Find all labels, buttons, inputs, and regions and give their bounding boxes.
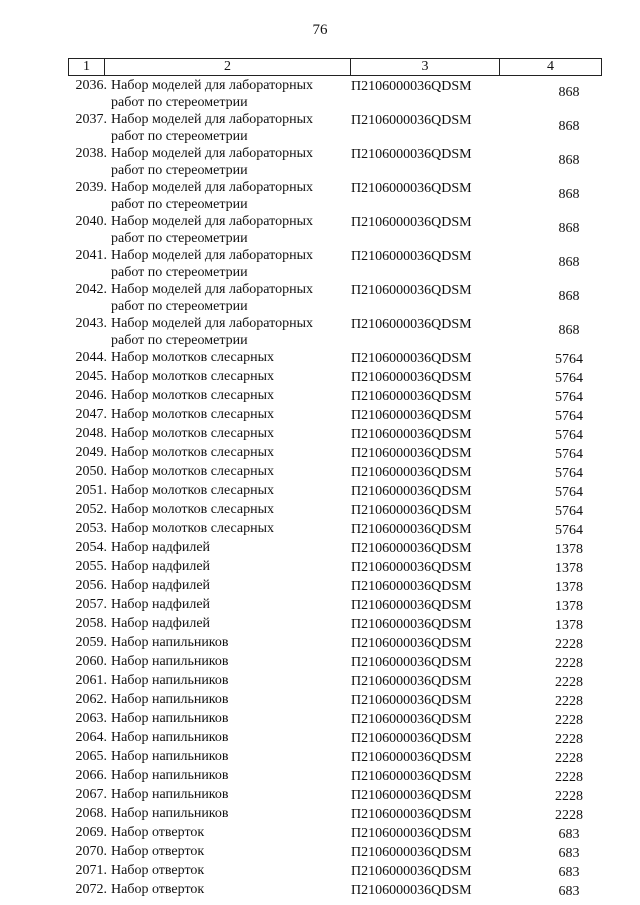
item-quantity: 868 [558, 221, 580, 236]
item-quantity: 683 [558, 846, 580, 861]
item-name: Набор молотков слесарных [111, 388, 275, 403]
item-code: П2106000036QDSM [351, 769, 472, 784]
item-quantity: 683 [558, 865, 580, 880]
row-number: 2069. [75, 825, 107, 840]
item-code: П2106000036QDSM [351, 712, 472, 727]
item-quantity: 868 [558, 119, 580, 134]
item-quantity: 1378 [555, 580, 583, 595]
item-name: Набор отверток [111, 825, 205, 840]
row-number: 2053. [75, 521, 107, 536]
table-row [58, 634, 618, 653]
column-header-4: 4 [547, 59, 554, 74]
row-number: 2041. [75, 248, 107, 263]
item-quantity: 683 [558, 827, 580, 842]
row-number: 2066. [75, 768, 107, 783]
table-row [58, 539, 618, 558]
item-quantity: 2228 [555, 808, 583, 823]
item-code: П2106000036QDSM [351, 541, 472, 556]
row-number: 2039. [75, 180, 107, 195]
item-quantity: 2228 [555, 713, 583, 728]
item-code: П2106000036QDSM [351, 147, 472, 162]
row-number: 2060. [75, 654, 107, 669]
table-row [58, 710, 618, 729]
item-name: Набор надфилей [111, 559, 211, 574]
item-name: Набор моделей для лабораторных работ по стереометрии [111, 180, 313, 212]
item-code: П2106000036QDSM [351, 215, 472, 230]
item-quantity: 5764 [555, 466, 583, 481]
item-code: П2106000036QDSM [351, 636, 472, 651]
table-row [58, 281, 618, 315]
table-row [58, 786, 618, 805]
item-name: Набор молотков слесарных [111, 350, 275, 365]
row-number: 2046. [75, 388, 107, 403]
item-name: Набор напильников [111, 654, 229, 669]
item-code: П2106000036QDSM [351, 845, 472, 860]
row-number: 2061. [75, 673, 107, 688]
table-row [58, 596, 618, 615]
item-quantity: 2228 [555, 770, 583, 785]
item-code: П2106000036QDSM [351, 750, 472, 765]
item-quantity: 2228 [555, 656, 583, 671]
row-number: 2067. [75, 787, 107, 802]
page-number: 76 [312, 22, 328, 38]
row-number: 2058. [75, 616, 107, 631]
item-name: Набор напильников [111, 768, 229, 783]
row-number: 2059. [75, 635, 107, 650]
table-row [58, 406, 618, 425]
item-code: П2106000036QDSM [351, 807, 472, 822]
item-code: П2106000036QDSM [351, 674, 472, 689]
item-name: Набор напильников [111, 692, 229, 707]
row-number: 2044. [75, 350, 107, 365]
item-name: Набор молотков слесарных [111, 426, 275, 441]
item-code: П2106000036QDSM [351, 484, 472, 499]
table-row [58, 111, 618, 145]
row-number: 2054. [75, 540, 107, 555]
item-code: П2106000036QDSM [351, 655, 472, 670]
table-row [58, 767, 618, 786]
row-number: 2063. [75, 711, 107, 726]
item-code: П2106000036QDSM [351, 617, 472, 632]
row-number: 2062. [75, 692, 107, 707]
row-number: 2040. [75, 214, 107, 229]
item-quantity: 2228 [555, 751, 583, 766]
item-name: Набор моделей для лабораторных работ по стереометрии [111, 248, 313, 280]
item-name: Набор напильников [111, 787, 229, 802]
table-row [58, 444, 618, 463]
row-number: 2048. [75, 426, 107, 441]
table-row [58, 691, 618, 710]
item-name: Набор молотков слесарных [111, 407, 275, 422]
item-code: П2106000036QDSM [351, 446, 472, 461]
row-number: 2068. [75, 806, 107, 821]
row-number: 2036. [75, 78, 107, 93]
item-name: Набор отверток [111, 844, 205, 859]
item-quantity: 1378 [555, 542, 583, 557]
table-row [58, 748, 618, 767]
table-row [58, 862, 618, 881]
item-code: П2106000036QDSM [351, 408, 472, 423]
table-row [58, 482, 618, 501]
table-row [58, 805, 618, 824]
table-row [58, 577, 618, 596]
item-quantity: 868 [558, 153, 580, 168]
row-number: 2064. [75, 730, 107, 745]
item-quantity: 5764 [555, 428, 583, 443]
item-name: Набор надфилей [111, 578, 211, 593]
item-quantity: 5764 [555, 390, 583, 405]
item-quantity: 2228 [555, 694, 583, 709]
row-number: 2045. [75, 369, 107, 384]
row-number: 2057. [75, 597, 107, 612]
row-number: 2055. [75, 559, 107, 574]
row-number: 2050. [75, 464, 107, 479]
item-code: П2106000036QDSM [351, 522, 472, 537]
item-quantity: 1378 [555, 561, 583, 576]
row-number: 2042. [75, 282, 107, 297]
item-quantity: 1378 [555, 599, 583, 614]
item-name: Набор напильников [111, 730, 229, 745]
row-number: 2038. [75, 146, 107, 161]
item-quantity: 868 [558, 187, 580, 202]
item-code: П2106000036QDSM [351, 283, 472, 298]
item-name: Набор моделей для лабораторных работ по стереометрии [111, 112, 313, 144]
item-code: П2106000036QDSM [351, 560, 472, 575]
item-name: Набор отверток [111, 863, 205, 878]
item-code: П2106000036QDSM [351, 79, 472, 94]
table-row [58, 729, 618, 748]
item-code: П2106000036QDSM [351, 249, 472, 264]
table-row [58, 520, 618, 539]
table-row [58, 145, 618, 179]
item-name: Набор молотков слесарных [111, 483, 275, 498]
item-code: П2106000036QDSM [351, 598, 472, 613]
row-number: 2070. [75, 844, 107, 859]
item-name: Набор напильников [111, 673, 229, 688]
row-number: 2071. [75, 863, 107, 878]
item-code: П2106000036QDSM [351, 370, 472, 385]
item-name: Набор моделей для лабораторных работ по стереометрии [111, 214, 313, 246]
item-name: Набор надфилей [111, 616, 211, 631]
item-quantity: 5764 [555, 409, 583, 424]
item-quantity: 868 [558, 323, 580, 338]
item-quantity: 5764 [555, 523, 583, 538]
item-code: П2106000036QDSM [351, 826, 472, 841]
table-row [58, 247, 618, 281]
column-header-1: 1 [69, 59, 105, 75]
table-row [58, 558, 618, 577]
item-name: Набор надфилей [111, 597, 211, 612]
row-number: 2072. [75, 882, 107, 897]
item-quantity: 2228 [555, 789, 583, 804]
item-quantity: 2228 [555, 637, 583, 652]
item-code: П2106000036QDSM [351, 731, 472, 746]
item-code: П2106000036QDSM [351, 465, 472, 480]
item-name: Набор молотков слесарных [111, 521, 275, 536]
item-code: П2106000036QDSM [351, 317, 472, 332]
table-row [58, 501, 618, 520]
item-name: Набор молотков слесарных [111, 464, 275, 479]
table-row [58, 615, 618, 634]
item-code: П2106000036QDSM [351, 788, 472, 803]
column-header-3: 3 [351, 59, 500, 75]
item-name: Набор молотков слесарных [111, 502, 275, 517]
item-name: Набор напильников [111, 749, 229, 764]
row-number: 2051. [75, 483, 107, 498]
table-row [58, 179, 618, 213]
row-number: 2037. [75, 112, 107, 127]
item-quantity: 2228 [555, 675, 583, 690]
item-code: П2106000036QDSM [351, 864, 472, 879]
row-number: 2049. [75, 445, 107, 460]
row-number: 2052. [75, 502, 107, 517]
item-name: Набор моделей для лабораторных работ по стереометрии [111, 282, 313, 314]
item-code: П2106000036QDSM [351, 113, 472, 128]
table-row [58, 349, 618, 368]
item-code: П2106000036QDSM [351, 503, 472, 518]
item-name: Набор моделей для лабораторных работ по стереометрии [111, 316, 313, 348]
row-number: 2043. [75, 316, 107, 331]
table-row [58, 824, 618, 843]
item-code: П2106000036QDSM [351, 693, 472, 708]
item-quantity: 5764 [555, 504, 583, 519]
item-name: Набор напильников [111, 635, 229, 650]
item-name: Набор моделей для лабораторных работ по стереометрии [111, 146, 313, 178]
item-quantity: 5764 [555, 485, 583, 500]
table-row [58, 425, 618, 444]
item-quantity: 868 [558, 255, 580, 270]
item-quantity: 683 [558, 884, 580, 899]
item-code: П2106000036QDSM [351, 883, 472, 898]
row-number: 2065. [75, 749, 107, 764]
table-row [58, 672, 618, 691]
item-code: П2106000036QDSM [351, 579, 472, 594]
table-row [58, 77, 618, 111]
table-row [58, 463, 618, 482]
item-name: Набор напильников [111, 806, 229, 821]
item-name: Набор молотков слесарных [111, 369, 275, 384]
table-row [58, 387, 618, 406]
item-name: Набор отверток [111, 882, 205, 897]
table-row [58, 881, 618, 900]
table-header [68, 58, 602, 76]
item-quantity: 2228 [555, 732, 583, 747]
item-quantity: 5764 [555, 352, 583, 367]
table-row [58, 315, 618, 349]
item-name: Набор напильников [111, 711, 229, 726]
item-code: П2106000036QDSM [351, 351, 472, 366]
item-quantity: 868 [558, 85, 580, 100]
table-row [58, 213, 618, 247]
row-number: 2047. [75, 407, 107, 422]
table-row [58, 368, 618, 387]
table-body [58, 77, 618, 900]
row-number: 2056. [75, 578, 107, 593]
item-code: П2106000036QDSM [351, 181, 472, 196]
item-quantity: 5764 [555, 371, 583, 386]
item-quantity: 1378 [555, 618, 583, 633]
table-row [58, 653, 618, 672]
table-row [58, 843, 618, 862]
item-name: Набор молотков слесарных [111, 445, 275, 460]
item-quantity: 5764 [555, 447, 583, 462]
item-name: Набор моделей для лабораторных работ по стереометрии [111, 78, 313, 110]
column-header-2: 2 [105, 59, 351, 75]
item-code: П2106000036QDSM [351, 427, 472, 442]
item-quantity: 868 [558, 289, 580, 304]
item-name: Набор надфилей [111, 540, 211, 555]
item-code: П2106000036QDSM [351, 389, 472, 404]
